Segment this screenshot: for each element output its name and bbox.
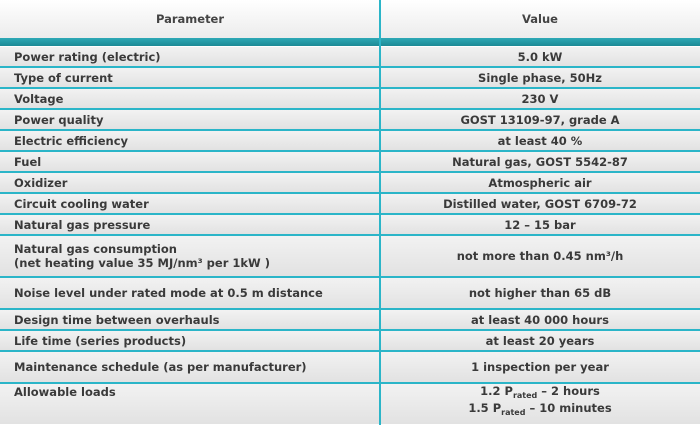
value-cell: at least 20 years — [485, 333, 595, 348]
value-cell: not higher than 65 dB — [468, 286, 612, 300]
table-row — [0, 110, 700, 131]
value-cell: at least 40 000 hours — [471, 312, 609, 327]
table-body — [0, 47, 700, 424]
table-header — [0, 0, 700, 38]
value-cell: not more than 0.45 nm³/h — [456, 249, 624, 263]
table-row — [0, 236, 700, 278]
table-row — [0, 215, 700, 236]
table-row — [0, 310, 700, 331]
parameter-cell: Type of current — [14, 70, 113, 85]
parameter-cell: Electric efficiency — [14, 133, 129, 148]
parameter-line: (net heating value 35 MJ/nm³ per 1kW ) — [14, 256, 270, 270]
column-divider — [379, 0, 381, 425]
value-cell — [380, 384, 700, 419]
load-line: 1.5 $P_{rated} - 10$ minutes — [468, 401, 612, 417]
parameter-cell: Allowable loads — [14, 385, 116, 399]
header-divider-band — [0, 38, 700, 46]
table-row — [0, 331, 700, 352]
value-cell: at least 40 % — [497, 133, 583, 148]
parameter-cell — [0, 236, 380, 276]
table-row — [0, 352, 700, 384]
value-cell: Single phase, 50Hz — [478, 70, 602, 85]
parameter-cell: Natural gas pressure — [14, 217, 151, 232]
table-row — [0, 47, 700, 68]
parameter-cell: Power quality — [14, 112, 104, 127]
table-row — [0, 152, 700, 173]
table-row — [0, 68, 700, 89]
parameter-cell: Power rating (electric) — [14, 49, 161, 64]
value-cell: Atmospheric air — [488, 175, 592, 190]
value-cell: Natural gas, GOST 5542-87 — [452, 154, 628, 169]
value-cell: Distilled water, GOST 6709-72 — [443, 196, 637, 211]
load-line: 1.2 $P_{rated} - 2$ hours — [480, 384, 600, 400]
parameter-cell: Maintenance schedule (as per manufacturer) — [14, 360, 307, 374]
parameter-cell: Noise level under rated mode at 0.5 m distance — [14, 286, 323, 300]
table-row — [0, 384, 700, 424]
value-column-header: Value — [522, 12, 558, 26]
parameter-line: Natural gas consumption — [14, 242, 177, 256]
table-row — [0, 194, 700, 215]
parameter-cell: Voltage — [14, 91, 64, 106]
parameter-cell: Design time between overhauls — [14, 312, 220, 327]
value-cell: GOST 13109-97, grade A — [460, 112, 620, 127]
value-cell: 5.0 kW — [517, 49, 563, 64]
parameter-column-header: Parameter — [155, 12, 225, 26]
value-cell: 230 V — [521, 91, 559, 106]
value-cell: 12 – 15 bar — [504, 217, 576, 232]
table-row — [0, 278, 700, 310]
value-cell: 1 inspection per year — [471, 360, 609, 374]
table-row — [0, 173, 700, 194]
parameter-cell: Fuel — [14, 154, 42, 169]
parameter-cell: Circuit cooling water — [14, 196, 149, 211]
table-row — [0, 131, 700, 152]
table-row — [0, 89, 700, 110]
parameter-cell: Life time (series products) — [14, 333, 187, 348]
parameter-cell: Oxidizer — [14, 175, 68, 190]
